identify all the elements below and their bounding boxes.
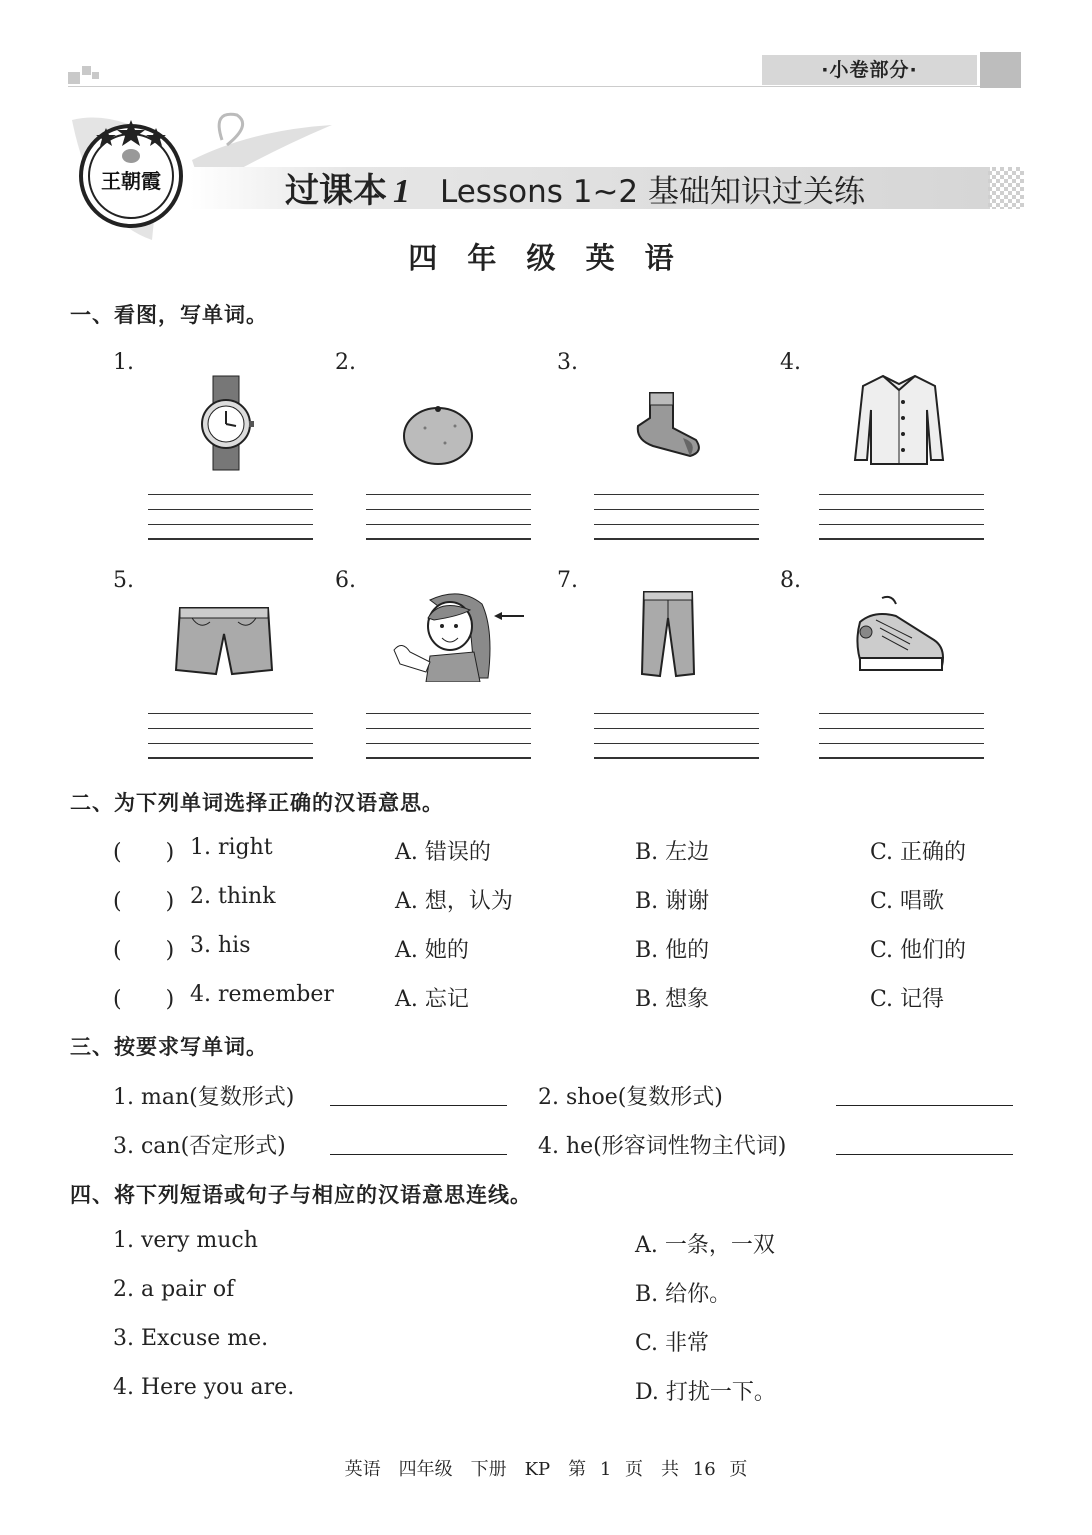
header-rule bbox=[68, 86, 1021, 87]
item-label: 5. bbox=[113, 568, 134, 593]
word-form-item: 2. shoe(复数形式) bbox=[538, 1085, 723, 1110]
answer-blank[interactable] bbox=[836, 1083, 1013, 1106]
answer-lines[interactable] bbox=[366, 713, 531, 772]
answer-lines[interactable] bbox=[148, 494, 313, 553]
choice-paren[interactable]: ( ) bbox=[113, 987, 175, 1012]
match-right-item[interactable]: C. 非常 bbox=[635, 1331, 710, 1356]
choice-b: B. 他的 bbox=[635, 938, 710, 963]
choice-paren[interactable]: ( ) bbox=[113, 840, 175, 865]
item-label: 1. bbox=[113, 350, 134, 375]
corner-square bbox=[82, 66, 91, 75]
choice-c: C. 他们的 bbox=[870, 938, 967, 963]
orange-picture bbox=[400, 398, 476, 468]
pants-picture bbox=[636, 588, 700, 680]
title-prefix: 过课本 bbox=[285, 171, 387, 211]
word-form-item: 1. man(复数形式) bbox=[113, 1085, 295, 1110]
match-left-item[interactable]: 3. Excuse me. bbox=[113, 1326, 269, 1351]
choice-b: B. 左边 bbox=[635, 840, 710, 865]
girl-hair-picture bbox=[390, 590, 526, 682]
answer-blank[interactable] bbox=[330, 1083, 507, 1106]
item-label: 6. bbox=[335, 568, 356, 593]
page-title bbox=[285, 163, 865, 212]
item-label: 4. bbox=[780, 350, 801, 375]
corner-square bbox=[92, 72, 99, 79]
shirt-picture bbox=[853, 370, 945, 468]
choice-a: A. 她的 bbox=[395, 938, 469, 963]
choice-word: 2. think bbox=[190, 884, 276, 909]
logo-text: 王朝霞 bbox=[101, 169, 161, 193]
match-right-item[interactable]: B. 给你。 bbox=[635, 1282, 732, 1307]
watch-picture bbox=[196, 374, 256, 474]
choice-c: C. 记得 bbox=[870, 987, 945, 1012]
section3-heading: 三、按要求写单词。 bbox=[70, 1034, 268, 1059]
answer-lines[interactable] bbox=[819, 713, 984, 772]
choice-a: A. 错误的 bbox=[395, 840, 491, 865]
word-form-item: 4. he(形容词性物主代词) bbox=[538, 1134, 787, 1159]
item-label: 7. bbox=[557, 568, 578, 593]
answer-lines[interactable] bbox=[819, 494, 984, 553]
item-label: 3. bbox=[557, 350, 578, 375]
corner-square bbox=[68, 72, 80, 84]
word-form-item: 3. can(否定形式) bbox=[113, 1134, 286, 1159]
match-left-item[interactable]: 2. a pair of bbox=[113, 1277, 235, 1302]
choice-c: C. 正确的 bbox=[870, 840, 967, 865]
answer-lines[interactable] bbox=[148, 713, 313, 772]
answer-blank[interactable] bbox=[330, 1132, 507, 1155]
answer-lines[interactable] bbox=[366, 494, 531, 553]
match-left-item[interactable]: 4. Here you are. bbox=[113, 1375, 295, 1400]
choice-word: 1. right bbox=[190, 835, 273, 860]
section4-heading: 四、将下列短语或句子与相应的汉语意思连线。 bbox=[70, 1182, 532, 1207]
subtitle: 四 年 级 英 语 bbox=[408, 241, 684, 275]
match-right-item[interactable]: D. 打扰一下。 bbox=[635, 1380, 776, 1405]
section2-heading: 二、为下列单词选择正确的汉语意思。 bbox=[70, 790, 444, 815]
title-number: 1 bbox=[393, 173, 410, 210]
choice-c: C. 唱歌 bbox=[870, 889, 945, 914]
choice-b: B. 谢谢 bbox=[635, 889, 710, 914]
sock-picture bbox=[628, 388, 708, 463]
shoe-picture bbox=[852, 594, 948, 680]
choice-paren[interactable]: ( ) bbox=[113, 889, 175, 914]
answer-lines[interactable] bbox=[594, 713, 759, 772]
match-right-item[interactable]: A. 一条，一双 bbox=[635, 1233, 775, 1258]
title-rest: Lessons 1~2 基础知识过关练 bbox=[440, 174, 865, 210]
choice-word: 4. remember bbox=[190, 982, 334, 1007]
choice-word: 3. his bbox=[190, 933, 251, 958]
choice-b: B. 想象 bbox=[635, 987, 710, 1012]
answer-lines[interactable] bbox=[594, 494, 759, 553]
answer-blank[interactable] bbox=[836, 1132, 1013, 1155]
item-label: 8. bbox=[780, 568, 801, 593]
choice-a: A. 想，认为 bbox=[395, 889, 513, 914]
logo-emblem bbox=[76, 118, 186, 228]
choice-paren[interactable]: ( ) bbox=[113, 938, 175, 963]
title-band-pattern bbox=[988, 167, 1024, 209]
item-label: 2. bbox=[335, 350, 356, 375]
section1-heading: 一、看图，写单词。 bbox=[70, 302, 268, 327]
section-tag: ·小卷部分· bbox=[762, 55, 977, 85]
choice-a: A. 忘记 bbox=[395, 987, 469, 1012]
section-tag-box bbox=[980, 52, 1021, 88]
shorts-picture bbox=[172, 604, 276, 678]
match-left-item[interactable]: 1. very much bbox=[113, 1228, 258, 1253]
page-footer: 英语 四年级 下册 KP 第 1 页 共 16 页 bbox=[344, 1459, 748, 1480]
